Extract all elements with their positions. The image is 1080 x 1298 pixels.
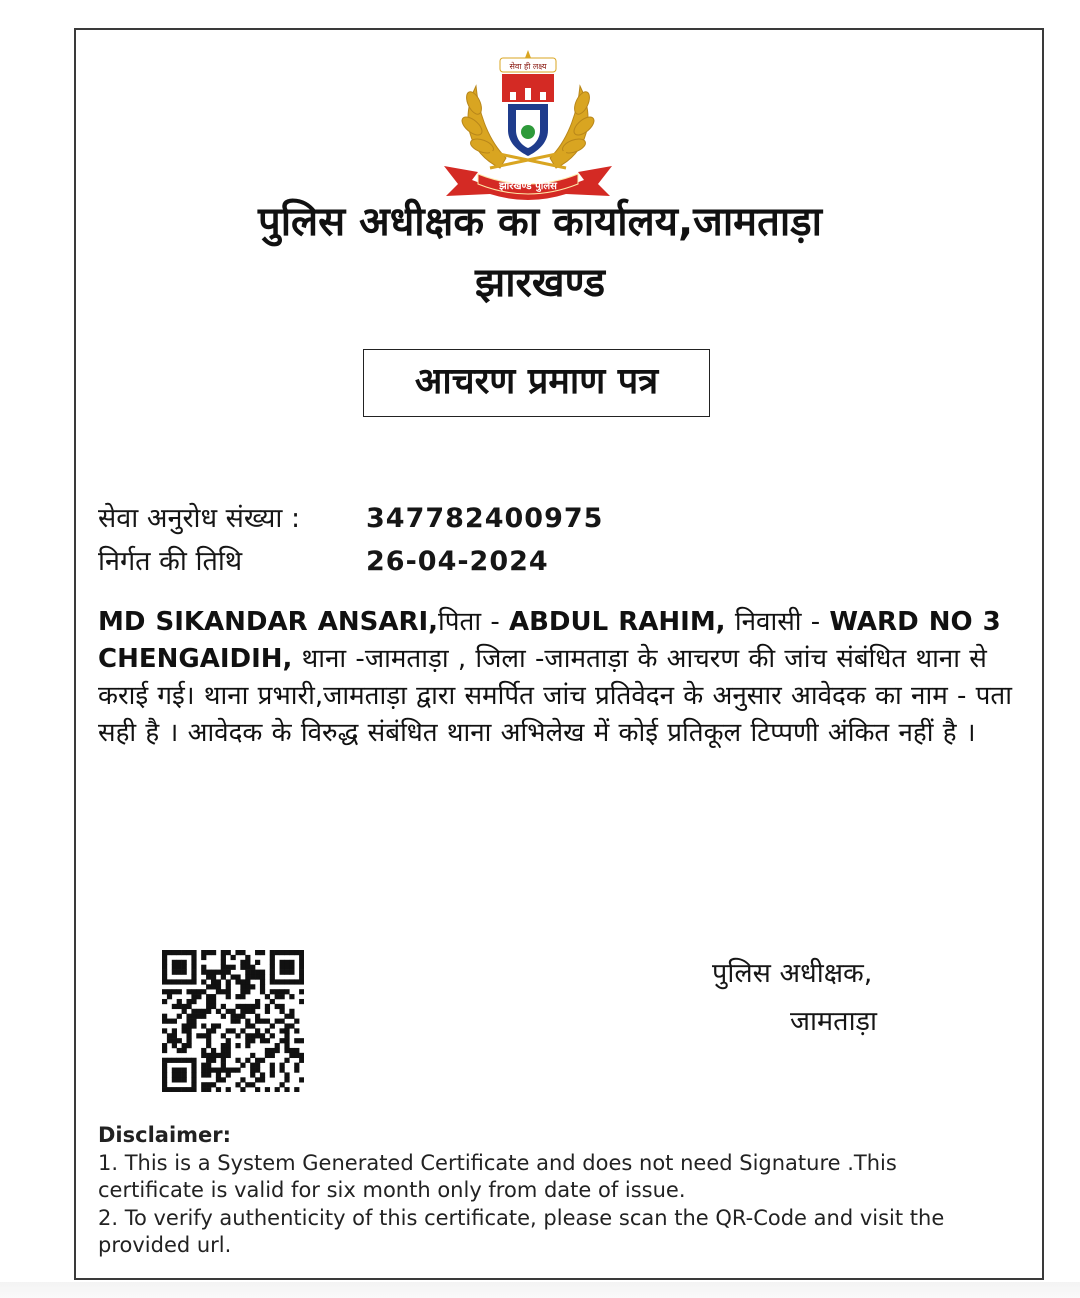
jharkhand-police-emblem [438,48,618,200]
state-title: झारखण्ड [474,260,606,306]
father-label: पिता - [438,607,509,637]
applicant-address: WARD NO 3 CHENGAIDIH, [98,607,1001,674]
disclaimer [98,1122,998,1260]
certificate-title: आचरण प्रमाण पत्र [363,349,710,417]
emblem-motto: सेवा ही लक्ष्य [509,62,547,71]
certificate-body [98,604,1033,752]
page-bottom-edge [0,1282,1080,1298]
applicant-name: MD SIKANDAR ANSARI, [98,607,439,637]
body-statement: थाना -जामताड़ा , जिला -जामताड़ा के आचरण की जांच संबंधित थाना से कराई गई। थाना प्रभारी,जामताड़ा द्वारा समर्पित जांच प्रतिवेदन के अनुसार आवेदक का नाम - पता सही है । आवेदक के विरुद्ध संबंधित थाना अभिलेख में कोई प्रतिकूल टिप्पणी अंकित नहीं है । [98,644,1012,748]
qr-code-icon[interactable] [162,950,304,1092]
disclaimer-line-2: 2. To verify authenticity of this certificate, please scan the QR-Code and visit the provided url. [98,1205,945,1257]
emblem-banner-text: झारखण्ड पुलिस [499,181,557,192]
service-request-label: सेवा अनुरोध संख्या : [98,503,301,534]
issue-date-value: 26-04-2024 [366,546,549,577]
disclaimer-line-1: 1. This is a System Generated Certificate and does not need Signature .This certificate is valid for six month only from date of issue. [98,1150,897,1202]
service-request-value: 347782400975 [366,503,604,534]
issue-date-label: निर्गत की तिथि [98,546,243,577]
office-title: पुलिस अधीक्षक का कार्यालय,जामताड़ा [257,199,823,245]
father-name: ABDUL RAHIM, [508,607,726,637]
disclaimer-title: Disclaimer: [98,1123,232,1147]
signature-location: जामताड़ा [790,1006,877,1037]
resident-label: निवासी - [725,607,830,637]
signature-designation: पुलिस अधीक्षक, [712,958,873,989]
signature-block [712,950,877,1046]
